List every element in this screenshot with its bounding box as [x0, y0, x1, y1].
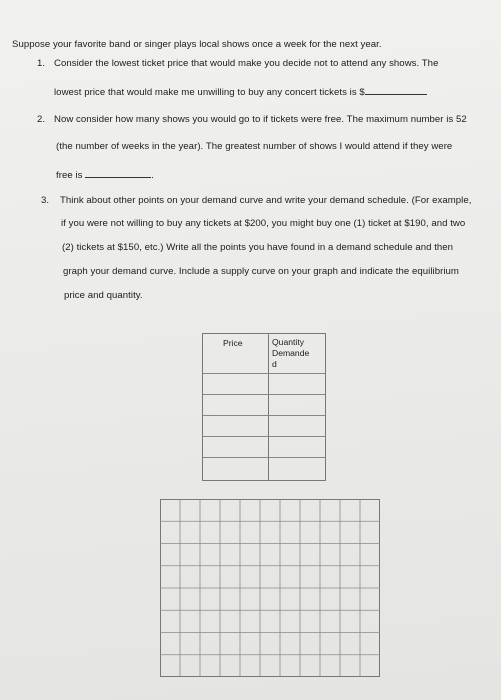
table-row-line: [203, 373, 325, 374]
demand-schedule-table: [202, 333, 326, 481]
table-row-line: [203, 394, 325, 395]
price-header: Price: [223, 338, 243, 348]
question-1-line-1: Consider the lowest ticket price that would make you decide not to attend any shows. The: [54, 58, 439, 69]
question-2-line-1: Now consider how many shows you would go to if tickets were free. The maximum number is 52: [54, 114, 467, 125]
quantity-header-line-1: Quantity: [272, 337, 305, 347]
question-3-line-4: graph your demand curve. Include a supply curve on your graph and indicate the equilibrium: [63, 266, 459, 277]
intro-text: Suppose your favorite band or singer plays local shows once a week for the next year.: [12, 39, 382, 50]
question-2-line-3-text: free is: [56, 170, 83, 181]
question-3-number: 3.: [41, 195, 50, 206]
quantity-header-line-3: d: [272, 359, 277, 369]
table-row-line: [203, 436, 325, 437]
question-3-line-3: (2) tickets at $150, etc.) Write all the points you have found in a demand schedule and then: [62, 242, 454, 253]
question-1-line-2: [54, 85, 427, 99]
quantity-header-line-2: Demande: [272, 348, 310, 358]
table-row-line: [203, 415, 325, 416]
table-column-divider: [268, 334, 269, 480]
question-3-line-1: Think about other points on your demand curve and write your demand schedule. (For example,: [60, 195, 472, 206]
question-2-period: .: [151, 170, 154, 181]
question-3-line-2: if you were not willing to buy any tickets at $200, you might buy one (1) ticket at $190, and two: [61, 218, 466, 229]
question-2-line-3: [56, 168, 154, 182]
question-2-line-2: (the number of weeks in the year). The greatest number of shows I would attend if they were: [56, 141, 453, 152]
answer-blank-max-shows[interactable]: [85, 168, 151, 178]
answer-blank-min-price[interactable]: [365, 85, 427, 95]
table-row-line: [203, 457, 325, 458]
question-2-number: 2.: [37, 114, 46, 125]
graph-grid: [160, 499, 380, 677]
question-3-line-5: price and quantity.: [64, 290, 143, 301]
question-1-number: 1.: [37, 58, 46, 69]
question-1-line-2-text: lowest price that would make me unwilling to buy any concert tickets is $: [54, 87, 365, 98]
